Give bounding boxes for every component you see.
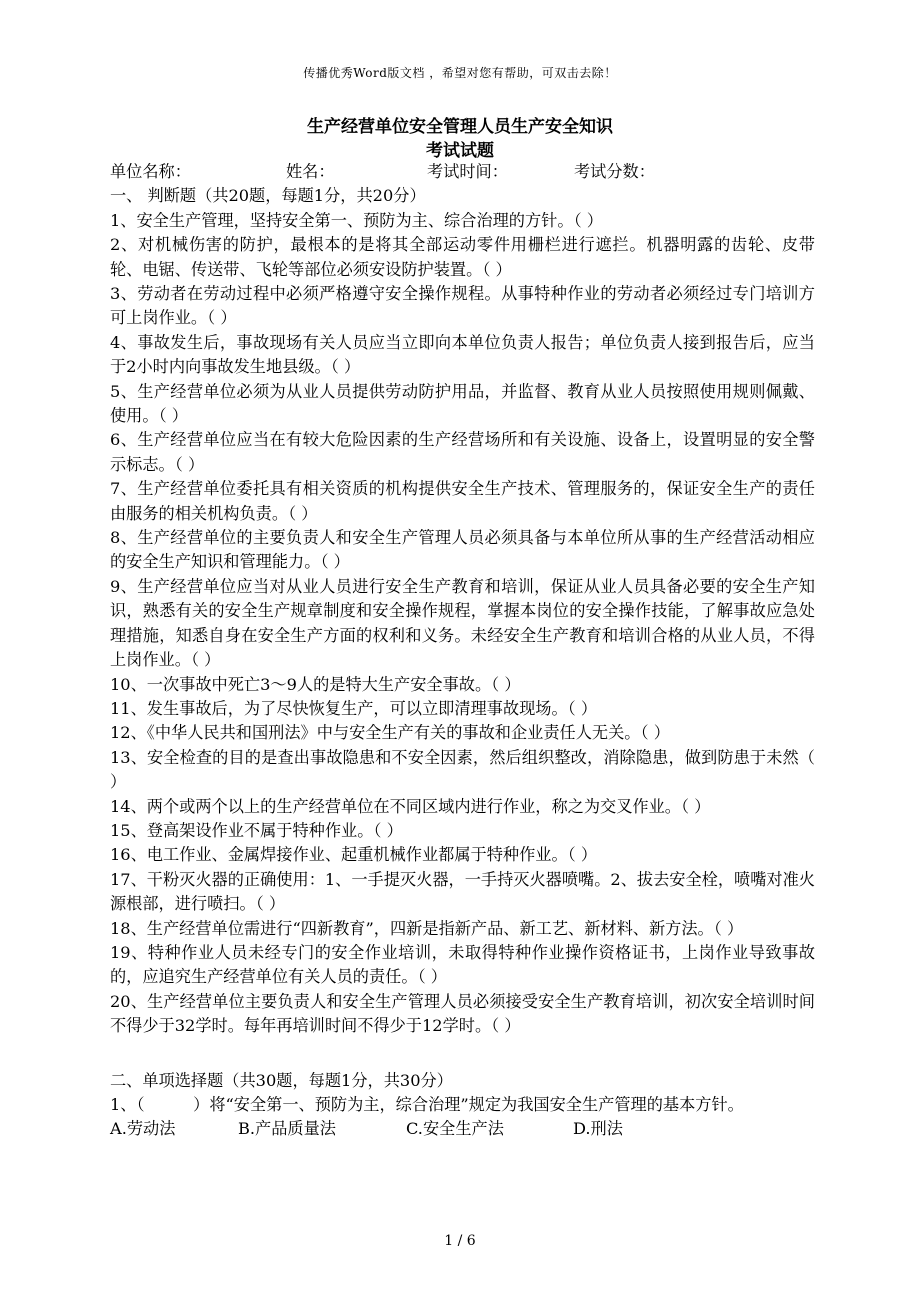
question-item: 16、电工作业、金属焊接作业、起重机械作业都属于特种作业。（ ） [110,845,598,865]
exam-info-row [110,160,815,184]
question-item: 10、一次事故中死亡3～9人的是特大生产安全事故。（ ） [110,674,521,694]
question-item: 1、安全生产管理，坚持安全第一、预防为主、综合治理的方针。（ ） [110,210,603,230]
question-item: 2、对机械伤害的防护，最根本的是将其全部运动零件用栅栏进行遮拦。机器明露的齿轮、皮带轮、电锯、传送带、飞轮等部位必须安设防护装置。（ ） [110,235,815,279]
question-item: 3、劳动者在劳动过程中必须严格遵守安全操作规程。从事特种作业的劳动者必须经过专门培训方可上岗作业。（ ） [110,284,815,328]
question-item: 19、特种作业人员未经专门的安全作业培训，未取得特种作业操作资格证书，上岗作业导致事故的，应追究生产经营单位有关人员的责任。（ ） [110,942,815,987]
question-item: 4、事故发生后，事故现场有关人员应当立即向本单位负责人报告；单位负责人接到报告后，应当于2小时内向事故发生地县级。（ ） [110,332,815,377]
question-item: 6、生产经营单位应当在有较大危险因素的生产经营场所和有关设施、设备上，设置明显的安全警示标志。（ ） [110,430,815,474]
spacer [110,1039,815,1069]
header-note: 传播优秀Word版文档 ，希望对您有帮助，可双击去除！ [303,66,617,80]
question-item: 18、生产经营单位需进行“四新教育”，四新是指新产品、新工艺、新材料、新方法。（ ） [110,918,744,938]
option-c: C.安全生产法 [406,1119,504,1139]
question-item: 13、安全检查的目的是查出事故隐患和不安全因素，然后组织整改，消除隐患，做到防患于未然（ ） [110,747,815,792]
document-title: 生产经营单位安全管理人员生产安全知识 [307,117,613,137]
page-number: 1 / 6 [444,1233,476,1249]
exam-score-label: 考试分数： [574,162,655,181]
option-d: D.刑法 [573,1119,623,1139]
question-item: 9、生产经营单位应当对从业人员进行安全生产教育和培训，保证从业人员具备必要的安全生产知识，熟悉有关的安全生产规章制度和安全操作规程，掌握本岗位的安全操作技能，了解事故应急处理措施，知悉自身在安全生产方面的权利和义务。未经安全生产教育和培训合格的从业人员，不得上岗作业。（ ） [110,576,815,670]
exam-time-label: 考试时间： [427,162,508,181]
question-item: 7、生产经营单位委托具有相关资质的机构提供安全生产技术、管理服务的，保证安全生产的责任由服务的相关机构负责。（ ） [110,479,815,523]
option-a: A.劳动法 [110,1119,176,1139]
question-item: 20、生产经营单位主要负责人和安全生产管理人员必须接受安全生产教育培训，初次安全培训时间不得少于32学时。每年再培训时间不得少于12学时。（ ） [110,991,815,1036]
question-item: 17、干粉灭火器的正确使用：1、一手提灭火器，一手持灭火器喷嘴。2、拔去安全栓，喷嘴对准火源根部，进行喷扫。（ ） [110,869,815,914]
unit-name-label: 单位名称： [110,162,191,181]
document-subtitle: 考试试题 [426,141,494,161]
section-2-heading: 二、单项选择题（共30题，每题1分，共30分） [110,1070,453,1090]
question-item: 12、《中华人民共和国刑法》中与安全生产有关的事故和企业责任人无关。（ ） [110,723,670,743]
question-item: 8、生产经营单位的主要负责人和安全生产管理人员必须具备与本单位所从事的生产经营活动相应的安全生产知识和管理能力。（ ） [110,528,815,572]
document-body [110,160,815,1142]
student-name-label: 姓名： [286,162,335,181]
question-item: 14、两个或两个以上的生产经营单位在不同区域内进行作业，称之为交叉作业。（ ） [110,796,711,816]
answer-options [110,1117,815,1141]
section-1-heading: 一、 判断题（共20题，每题1分，共20分） [110,186,426,206]
question-item: 11、发生事故后，为了尽快恢复生产，可以立即清理事故现场。（ ） [110,698,598,718]
true-false-question-list [110,209,815,1039]
option-b: B.产品质量法 [238,1119,336,1139]
multiple-choice-question: 1、（ ）将“安全第一、预防为主，综合治理”规定为我国安全生产管理的基本方针。 [110,1095,744,1115]
question-item: 5、生产经营单位必须为从业人员提供劳动防护用品，并监督、教育从业人员按照使用规则佩戴、使用。（ ） [110,381,815,426]
question-item: 15、登高架设作业不属于特种作业。（ ） [110,820,403,840]
